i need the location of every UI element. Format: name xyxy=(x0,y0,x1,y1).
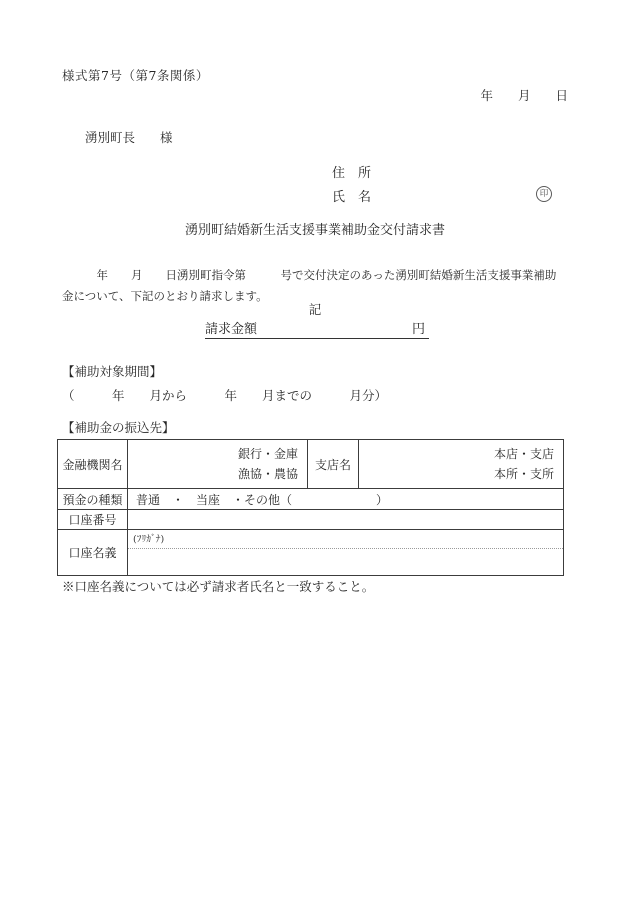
deposit-type-label: 預金の種類 xyxy=(58,489,128,510)
branch-type-line2: 本所・支所 xyxy=(493,467,554,481)
body-line-2: 金について、下記のとおり請求します。 xyxy=(62,289,268,303)
branch-field xyxy=(359,440,564,489)
institution-type-line1: 銀行・金庫 xyxy=(237,447,298,461)
branch-label: 支店名 xyxy=(308,440,359,489)
seal-text: 印 xyxy=(539,188,549,199)
branch-type-line1: 本店・支店 xyxy=(493,447,554,461)
financial-institution-label: 金融機関名 xyxy=(58,440,128,489)
addressee: 湧別町長 様 xyxy=(85,130,173,145)
table-row-deposit-type xyxy=(58,489,564,510)
footnote: ※口座名義については必ず請求者氏名と一致すること。 xyxy=(62,579,375,594)
claim-amount-line xyxy=(205,318,429,339)
account-number-label: 口座番号 xyxy=(58,510,128,530)
account-holder-label: 口座名義 xyxy=(58,530,128,576)
bank-transfer-table xyxy=(57,439,564,576)
date-line: 年 月 日 xyxy=(480,88,568,103)
claim-amount-blank xyxy=(257,332,412,333)
deposit-type-options: 普通 ・ 当座 ・その他（ ） xyxy=(128,489,564,510)
account-number-blank xyxy=(128,510,564,530)
account-holder-field xyxy=(128,530,564,576)
record-mark: 記 xyxy=(308,302,322,317)
name-label: 氏 名 xyxy=(332,190,372,205)
table-row-account-number xyxy=(58,510,564,530)
table-row-account-holder xyxy=(58,530,564,576)
period-section-title: 【補助対象期間】 xyxy=(62,364,163,379)
claim-amount-underline xyxy=(205,318,429,339)
financial-institution-field xyxy=(128,440,308,489)
period-line: （ 年 月から 年 月までの 月分） xyxy=(62,388,388,403)
bank-section-title: 【補助金の振込先】 xyxy=(62,420,175,435)
furigana-label: (ﾌﾘｶﾞﾅ) xyxy=(128,530,563,549)
claim-amount-label: 請求金額 xyxy=(205,322,258,337)
address-label: 住 所 xyxy=(332,166,372,181)
table-row-financial-institution xyxy=(58,440,564,489)
form-number: 様式第7号（第7条関係） xyxy=(62,68,209,83)
body-line-1: 年 月 日湧別町指令第 号で交付決定のあった湧別町結婚新生活支援事業補助 xyxy=(62,268,557,282)
account-holder-blank xyxy=(128,549,563,575)
document-title: 湧別町結婚新生活支援事業補助金交付請求書 xyxy=(184,223,445,238)
claim-amount-unit: 円 xyxy=(412,322,426,337)
seal-icon xyxy=(536,186,552,202)
institution-type-line2: 漁協・農協 xyxy=(237,467,298,481)
